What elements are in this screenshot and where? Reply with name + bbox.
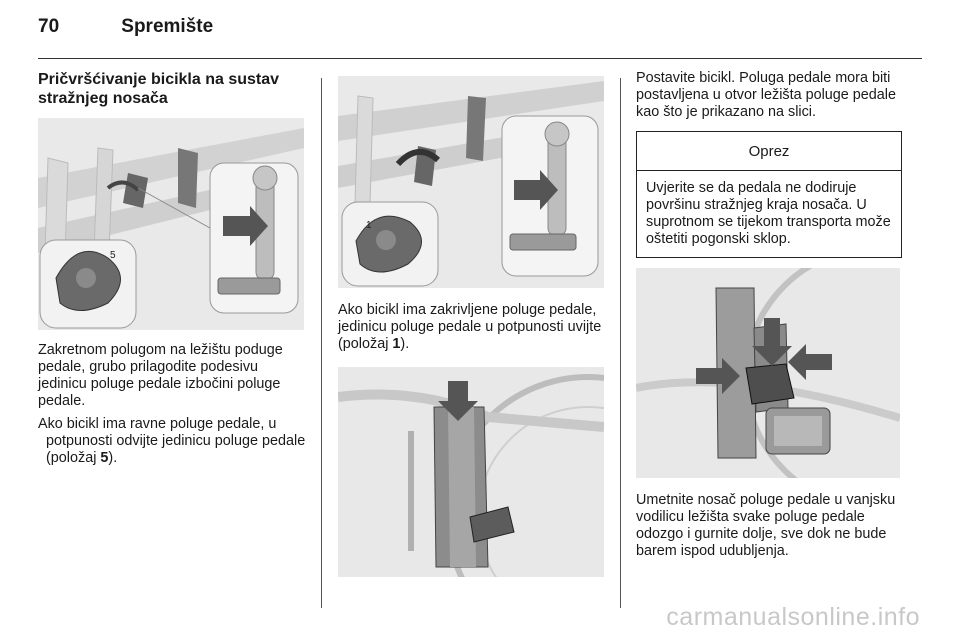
column-1 [38,70,306,473]
instruction-rough-adjust: Zakretnom polugom na ležištu poduge pedale, grubo prilagodite podesivu jedinicu poluge pedale izbočini poluge pedale. [38,342,283,409]
instruction-position-bike: Postavite bicikl. Poluga pedale mora biti postavljena u otvor ležišta poluge pedale kao što je prikazano na slici. [636,70,897,120]
instruction-insert-holder: Umetnite nosač poluge pedale u vanjsku vodilicu ležišta svake poluge pedale odozgo i gurnite dolje, sve dok ne bude barem ispod udubljenja. [636,492,896,559]
column-2 [338,76,604,577]
instruction-curved-pedals: Ako bicikl ima zakrivljene poluge pedale, jedinicu poluge pedale u potpunosti uvijte (položaj 1). [338,302,602,352]
position-label-5: 5 [110,250,116,261]
column-3 [636,70,902,566]
illustration-rack-knob [338,76,604,288]
illustration-pedal-holder [338,367,604,577]
page-header [38,16,213,38]
section-title: Spremište [121,16,214,37]
figure-pedal-adjust-rough [38,118,304,330]
watermark: carmanualsonline.info [666,603,920,631]
caution-title: Oprez [637,132,901,171]
illustration-insert-arrows [636,268,900,478]
figure-insert-holder [636,268,900,478]
position-label-1: 1 [366,220,372,231]
header-rule [38,58,922,59]
instruction-straight-pedals: Ako bicikl ima ravne poluge pedale, u potpunosti odvijte jedinicu poluge pedale (položaj 5). [38,416,306,466]
column-divider-1 [321,78,322,608]
page-number: 70 [38,16,60,37]
section-heading: Pričvršćivanje bicikla na sustav stražnjeg nosača [38,71,280,107]
figure-pedal-in-holder [338,367,604,577]
figure-pedal-adjust-curved [338,76,604,288]
caution-box [636,131,902,258]
column-divider-2 [620,78,621,608]
illustration-rack-lever [38,118,304,330]
caution-text: Uvjerite se da pedala ne dodiruje površinu stražnjeg kraja nosača. U suprotnom se tijekom transporta može oštetiti pogonski sklop. [646,180,891,247]
